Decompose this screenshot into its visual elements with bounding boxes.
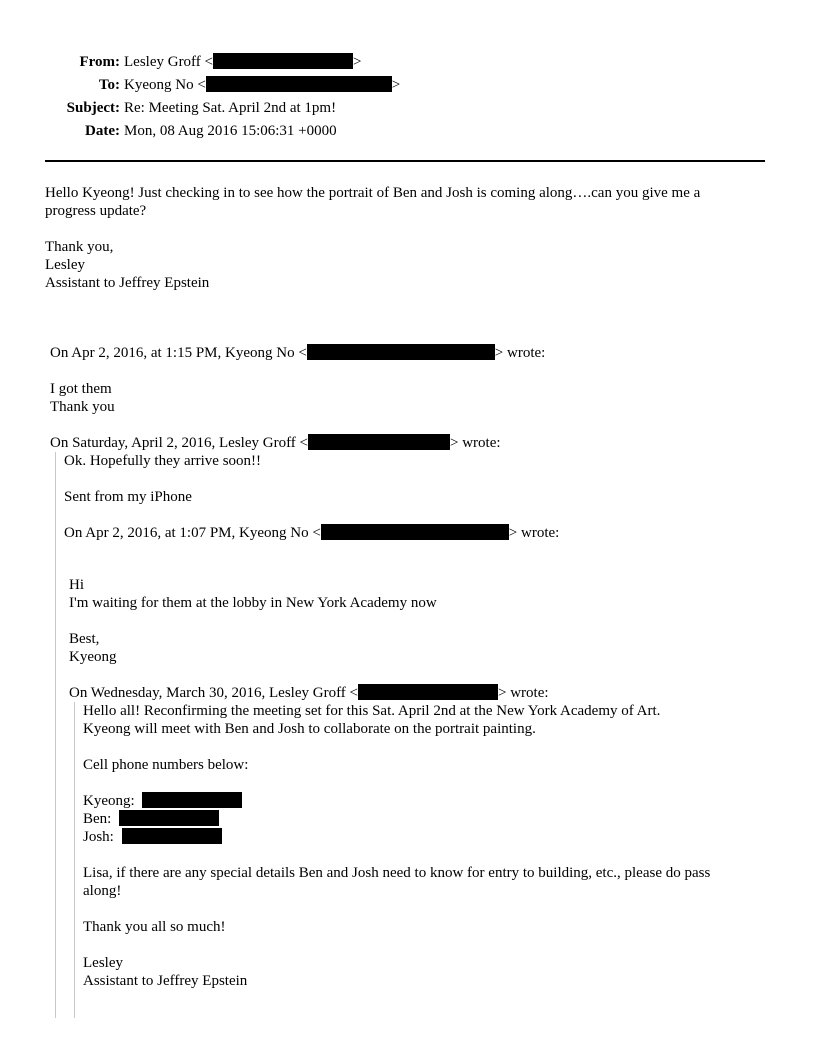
redaction-box: [307, 344, 495, 360]
from-name: Lesley Groff <: [124, 54, 213, 70]
quote4-attribution: [69, 684, 549, 702]
body-signature-title: Assistant to Jeffrey Epstein: [45, 275, 210, 291]
to-label: To:: [98, 77, 120, 93]
quote3-line-1: I'm waiting for them at the lobby in New York Academy now: [69, 595, 437, 611]
quote4-line-1: Hello all! Reconfirming the meeting set for this Sat. April 2nd at the New York Academy of Art.: [83, 703, 661, 719]
quote4-lisa-line-1: Lisa, if there are any special details Ben and Josh need to know for entry to building, etc., please do pass: [83, 865, 711, 881]
quote2-attrib-post: > wrote:: [450, 435, 501, 451]
quote4-attrib-post: > wrote:: [498, 685, 549, 701]
redaction-box: [142, 792, 242, 808]
quote2-attribution: [50, 434, 501, 452]
quote4-attrib-pre: On Wednesday, March 30, 2016, Lesley Groff <: [69, 685, 358, 701]
quote4-kyeong-phone: [83, 792, 242, 810]
redaction-box: [308, 434, 450, 450]
to-close: >: [391, 77, 401, 93]
quote2-attrib-pre: On Saturday, April 2, 2016, Lesley Groff <: [50, 435, 309, 451]
quote3-attribution: [64, 524, 559, 542]
redaction-box: [119, 810, 219, 826]
quote-bar-level-2: [74, 702, 75, 1018]
redaction-box: [213, 53, 353, 69]
quote2-line-2: Sent from my iPhone: [64, 489, 192, 505]
quote1-line-1: I got them: [50, 381, 112, 397]
quote1-line-2: Thank you: [50, 399, 115, 415]
quote4-ben-phone: [83, 810, 219, 828]
quote4-lisa-line-2: along!: [83, 883, 122, 899]
redaction-box: [358, 684, 498, 700]
quote4-line-2: Kyeong will meet with Ben and Josh to collaborate on the portrait painting.: [83, 721, 536, 737]
redaction-box: [122, 828, 222, 844]
quote3-attrib-post: > wrote:: [508, 525, 560, 541]
body-signature-name: Lesley: [45, 257, 85, 273]
body-thanks: Thank you,: [45, 239, 114, 255]
to-name: Kyeong No <: [124, 77, 206, 93]
redaction-box: [321, 524, 509, 540]
from-label: From:: [79, 54, 120, 70]
quote3-name: Kyeong: [69, 649, 117, 665]
quote3-greeting: Hi: [69, 577, 84, 593]
quote-bar-level-1: [55, 452, 56, 1018]
quote4-cell-heading: Cell phone numbers below:: [83, 757, 249, 773]
from-close: >: [353, 54, 362, 70]
quote2-line-1: Ok. Hopefully they arrive soon!!: [64, 453, 262, 469]
subject-value: Re: Meeting Sat. April 2nd at 1pm!: [124, 100, 337, 116]
quote4-signature-name: Lesley: [83, 955, 123, 971]
from-value: [124, 53, 361, 71]
quote4-thanks: Thank you all so much!: [83, 919, 226, 935]
quote1-attrib-post: > wrote:: [494, 345, 546, 361]
quote4-signature-title: Assistant to Jeffrey Epstein: [83, 973, 248, 989]
quote3-best: Best,: [69, 631, 100, 647]
quote4-josh-phone: [83, 828, 222, 846]
to-value: [124, 76, 400, 94]
kyeong-label: Kyeong:: [83, 793, 135, 809]
subject-label: Subject:: [66, 100, 120, 116]
redaction-box: [206, 76, 392, 92]
quote3-attrib-pre: On Apr 2, 2016, at 1:07 PM, Kyeong No <: [64, 525, 321, 541]
josh-label: Josh:: [83, 829, 114, 845]
ben-label: Ben:: [83, 811, 112, 827]
quote1-attribution: [50, 344, 545, 362]
quote1-attrib-pre: On Apr 2, 2016, at 1:15 PM, Kyeong No <: [50, 345, 307, 361]
body-line-2: progress update?: [45, 203, 147, 219]
body-line-1: Hello Kyeong! Just checking in to see how the portrait of Ben and Josh is coming along….can you give me a: [45, 185, 701, 201]
header-divider: [45, 160, 765, 162]
date-label: Date:: [85, 123, 120, 139]
date-value: Mon, 08 Aug 2016 15:06:31 +0000: [124, 123, 337, 139]
